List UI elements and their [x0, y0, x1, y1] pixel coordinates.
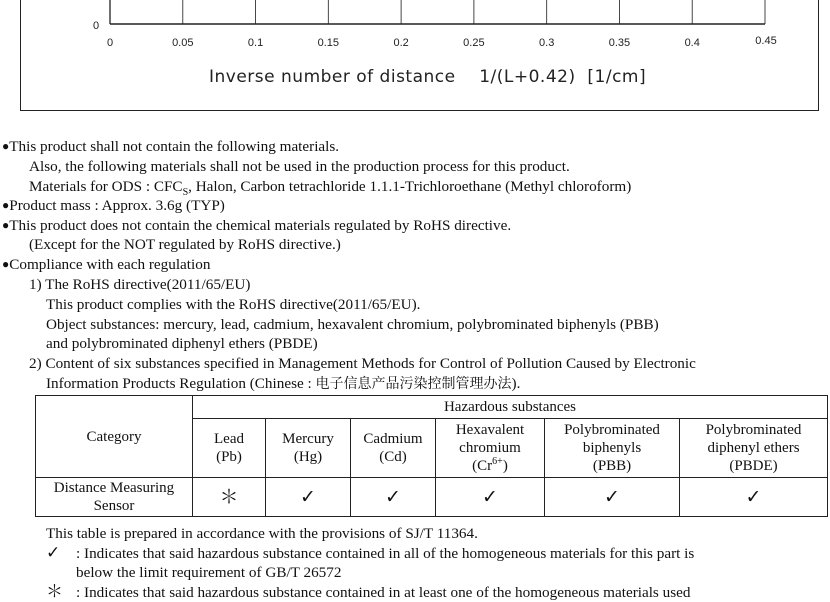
- col-header-pbb: Polybrominated biphenyls (PBB): [545, 419, 680, 478]
- mark-mercury: ✓: [266, 478, 351, 517]
- note-line-1: ●This product shall not contain the following materials.: [2, 138, 340, 155]
- note-line-2: Also, the following materials shall not be used in the production process for this product.: [29, 158, 570, 175]
- asterisk-icon: ＊: [46, 582, 63, 602]
- x-tick-label-9: 0.45: [755, 35, 777, 47]
- note-line-8: 1) The RoHS directive(2011/65/EU): [29, 276, 251, 293]
- note-line-9: This product complies with the RoHS directive(2011/65/EU).: [46, 296, 421, 313]
- x-tick-label-3: 0.15: [317, 37, 340, 49]
- bullet-icon: ●: [2, 257, 10, 271]
- footer-check-note: ✓ : Indicates that said hazardous substance contained in all of the homogeneous materials for this part is: [46, 543, 695, 563]
- col-header-pbde: Polybrominated diphenyl ethers (PBDE): [680, 419, 828, 478]
- note-line-4: ●Product mass : Approx. 3.6g (TYP): [2, 197, 225, 214]
- x-axis-label: Inverse number of distance 1/(L+0.42) [1/cm]: [209, 67, 647, 87]
- x-tick-label-0: 0: [106, 37, 114, 49]
- note-line-5: ●This product does not contain the chemical materials regulated by RoHS directive.: [2, 217, 512, 234]
- y-tick-label-0: 0: [93, 20, 100, 32]
- x-tick-label-8: 0.4: [684, 37, 700, 49]
- note-line-10: Object substances: mercury, lead, cadmium, hexavalent chromium, polybrominated biphenyls (PBB): [46, 316, 659, 333]
- footer-star-note: ＊ : Indicates that said hazardous substance contained in at least one of the homogeneous materials used: [46, 582, 691, 602]
- mark-lead: ＊: [193, 478, 266, 517]
- footer-check-note-cont: below the limit requirement of GB/T 26572: [76, 564, 342, 581]
- mark-cadmium: ✓: [351, 478, 436, 517]
- checkmark-icon: ✓: [46, 543, 61, 563]
- row-category: Distance Measuring Sensor: [36, 478, 193, 517]
- col-header-hexavalent-chromium: Hexavalent chromium $(Cr^{6+})$: [436, 419, 545, 478]
- x-tick-labels: [107, 35, 777, 49]
- x-tick-label-2: 0.1: [247, 37, 264, 49]
- x-tick-label-1: 0.05: [172, 37, 194, 49]
- table-row: [36, 478, 828, 517]
- note-line-11: and polybrominated diphenyl ethers (PBDE): [46, 335, 318, 352]
- category-header: Category: [36, 396, 193, 478]
- note-line-7: ●Compliance with each regulation: [2, 256, 211, 273]
- bullet-icon: ●: [2, 198, 10, 212]
- bullet-icon: ●: [2, 139, 10, 153]
- footer-line-1: This table is prepared in accordance with the provisions of SJ/T 11364.: [46, 525, 478, 542]
- x-tick-label-6: 0.3: [539, 37, 555, 49]
- x-tick-label-4: 0.2: [393, 37, 409, 49]
- x-tick-label-7: 0.35: [608, 37, 631, 49]
- mark-pbb: ✓: [545, 478, 680, 517]
- col-header-lead: Lead (Pb): [193, 419, 266, 478]
- x-tick-label-5: 0.25: [463, 37, 485, 49]
- col-header-mercury: Mercury (Hg): [266, 419, 351, 478]
- note-line-13: Information Products Regulation (Chinese : 电子信息产品污染控制管理办法).: [46, 375, 521, 392]
- note-line-6: (Except for the NOT regulated by RoHS directive.): [29, 236, 341, 253]
- bullet-icon: ●: [2, 218, 10, 232]
- hazardous-group-header: Hazardous substances: [193, 396, 828, 419]
- chart-grid: [110, 0, 765, 24]
- hazardous-substances-table: [35, 395, 828, 517]
- note-line-12: 2) Content of six substances specified in Management Methods for Control of Pollution Caused by Electronic: [29, 355, 696, 372]
- col-header-cadmium: Cadmium (Cd): [351, 419, 436, 478]
- mark-hexavalent-chromium: ✓: [436, 478, 545, 517]
- mark-pbde: ✓: [680, 478, 828, 517]
- distance-chart: [0, 0, 830, 120]
- note-line-3: Materials for ODS : $CFC_S$, Halon, Carbon tetrachloride 1.1.1-Trichloroethane (Methyl chloroform): [29, 178, 632, 199]
